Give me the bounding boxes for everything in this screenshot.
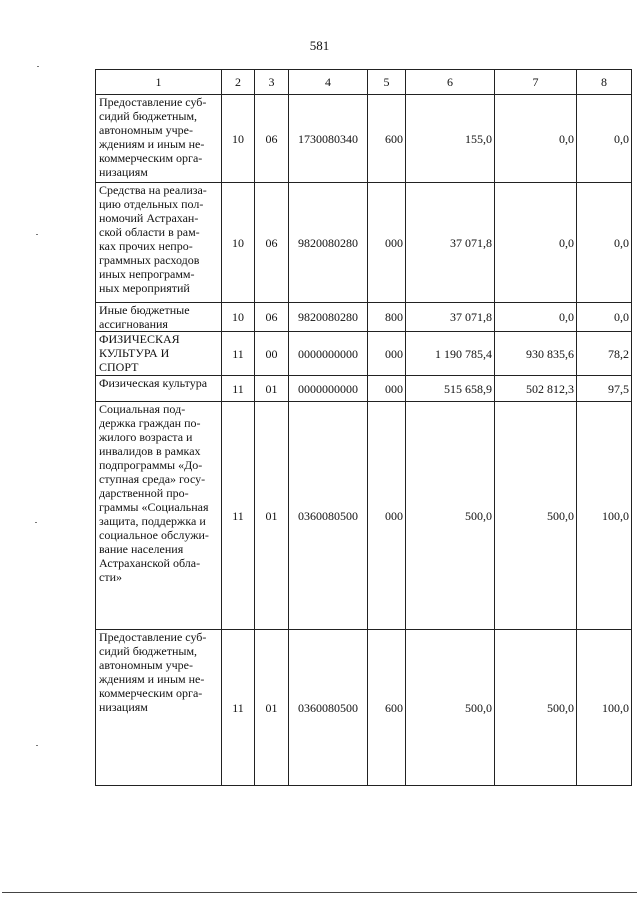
subsection-code: 01 [255,402,289,630]
planned-amount: 500,0 [406,402,495,630]
execution-percent: 0,0 [577,95,632,183]
row-description: Социальная под- держка граждан по- жилого возраста и инвалидов в рамках подпрограммы «До- ступная среда» госу- дарственной про- граммы «Социальная защита, поддержка и социальное обслужи- вание населения Астраханской обла- сти» [96,402,222,630]
row-description: Иные бюджетные ассигнования [96,303,222,332]
target-article-code: 0360080500 [289,630,368,786]
scan-speck [35,522,37,523]
subsection-code: 01 [255,630,289,786]
row-description: Предоставление суб- сидий бюджетным, автономным учре- ждениям и иным не- коммерческим орга- низациям [96,630,222,786]
expense-type-code: 600 [368,630,406,786]
table-row [96,376,632,402]
scan-speck [37,66,39,67]
section-code: 11 [222,376,255,402]
section-code: 11 [222,630,255,786]
execution-percent: 78,2 [577,332,632,376]
executed-amount: 0,0 [495,183,577,303]
target-article-code: 0000000000 [289,376,368,402]
scan-speck [36,234,38,235]
expense-type-code: 800 [368,303,406,332]
section-code: 10 [222,95,255,183]
target-article-code: 9820080280 [289,303,368,332]
target-article-code: 9820080280 [289,183,368,303]
table-header-row [96,70,632,95]
row-description: Средства на реализа- цию отдельных пол- номочий Астрахан- ской области в рам- ках прочих непро- граммных расходов иных непрограмм- ных мероприятий [96,183,222,303]
column-header: 4 [289,70,368,95]
column-header: 3 [255,70,289,95]
column-header: 2 [222,70,255,95]
subsection-code: 01 [255,376,289,402]
execution-percent: 100,0 [577,630,632,786]
expense-type-code: 600 [368,95,406,183]
execution-percent: 0,0 [577,183,632,303]
row-description: ФИЗИЧЕСКАЯ КУЛЬТУРА И СПОРТ [96,332,222,376]
subsection-code: 06 [255,183,289,303]
executed-amount: 0,0 [495,95,577,183]
execution-percent: 97,5 [577,376,632,402]
row-description: Предоставление суб- сидий бюджетным, автономным учре- ждениям и иным не- коммерческим орга- низациям [96,95,222,183]
planned-amount: 37 071,8 [406,183,495,303]
expense-type-code: 000 [368,402,406,630]
planned-amount: 1 190 785,4 [406,332,495,376]
column-header: 5 [368,70,406,95]
planned-amount: 155,0 [406,95,495,183]
subsection-code: 06 [255,303,289,332]
table-row [96,402,632,630]
target-article-code: 1730080340 [289,95,368,183]
executed-amount: 502 812,3 [495,376,577,402]
executed-amount: 500,0 [495,402,577,630]
section-code: 11 [222,402,255,630]
planned-amount: 515 658,9 [406,376,495,402]
subsection-code: 06 [255,95,289,183]
column-header: 8 [577,70,632,95]
expense-type-code: 000 [368,332,406,376]
executed-amount: 930 835,6 [495,332,577,376]
table-row [96,95,632,183]
planned-amount: 37 071,8 [406,303,495,332]
scan-speck [36,745,38,746]
table-row [96,630,632,786]
execution-percent: 100,0 [577,402,632,630]
executed-amount: 0,0 [495,303,577,332]
column-header: 7 [495,70,577,95]
executed-amount: 500,0 [495,630,577,786]
row-description: Физическая культура [96,376,222,402]
page-number: 581 [309,38,330,53]
column-header: 6 [406,70,495,95]
subsection-code: 00 [255,332,289,376]
table-row [96,303,632,332]
execution-percent: 0,0 [577,303,632,332]
column-header: 1 [96,70,222,95]
section-code: 10 [222,303,255,332]
section-code: 11 [222,332,255,376]
expense-type-code: 000 [368,183,406,303]
bottom-rule [2,892,637,893]
table-row [96,183,632,303]
section-code: 10 [222,183,255,303]
target-article-code: 0360080500 [289,402,368,630]
table-row [96,332,632,376]
planned-amount: 500,0 [406,630,495,786]
expense-type-code: 000 [368,376,406,402]
budget-table [95,69,632,786]
target-article-code: 0000000000 [289,332,368,376]
